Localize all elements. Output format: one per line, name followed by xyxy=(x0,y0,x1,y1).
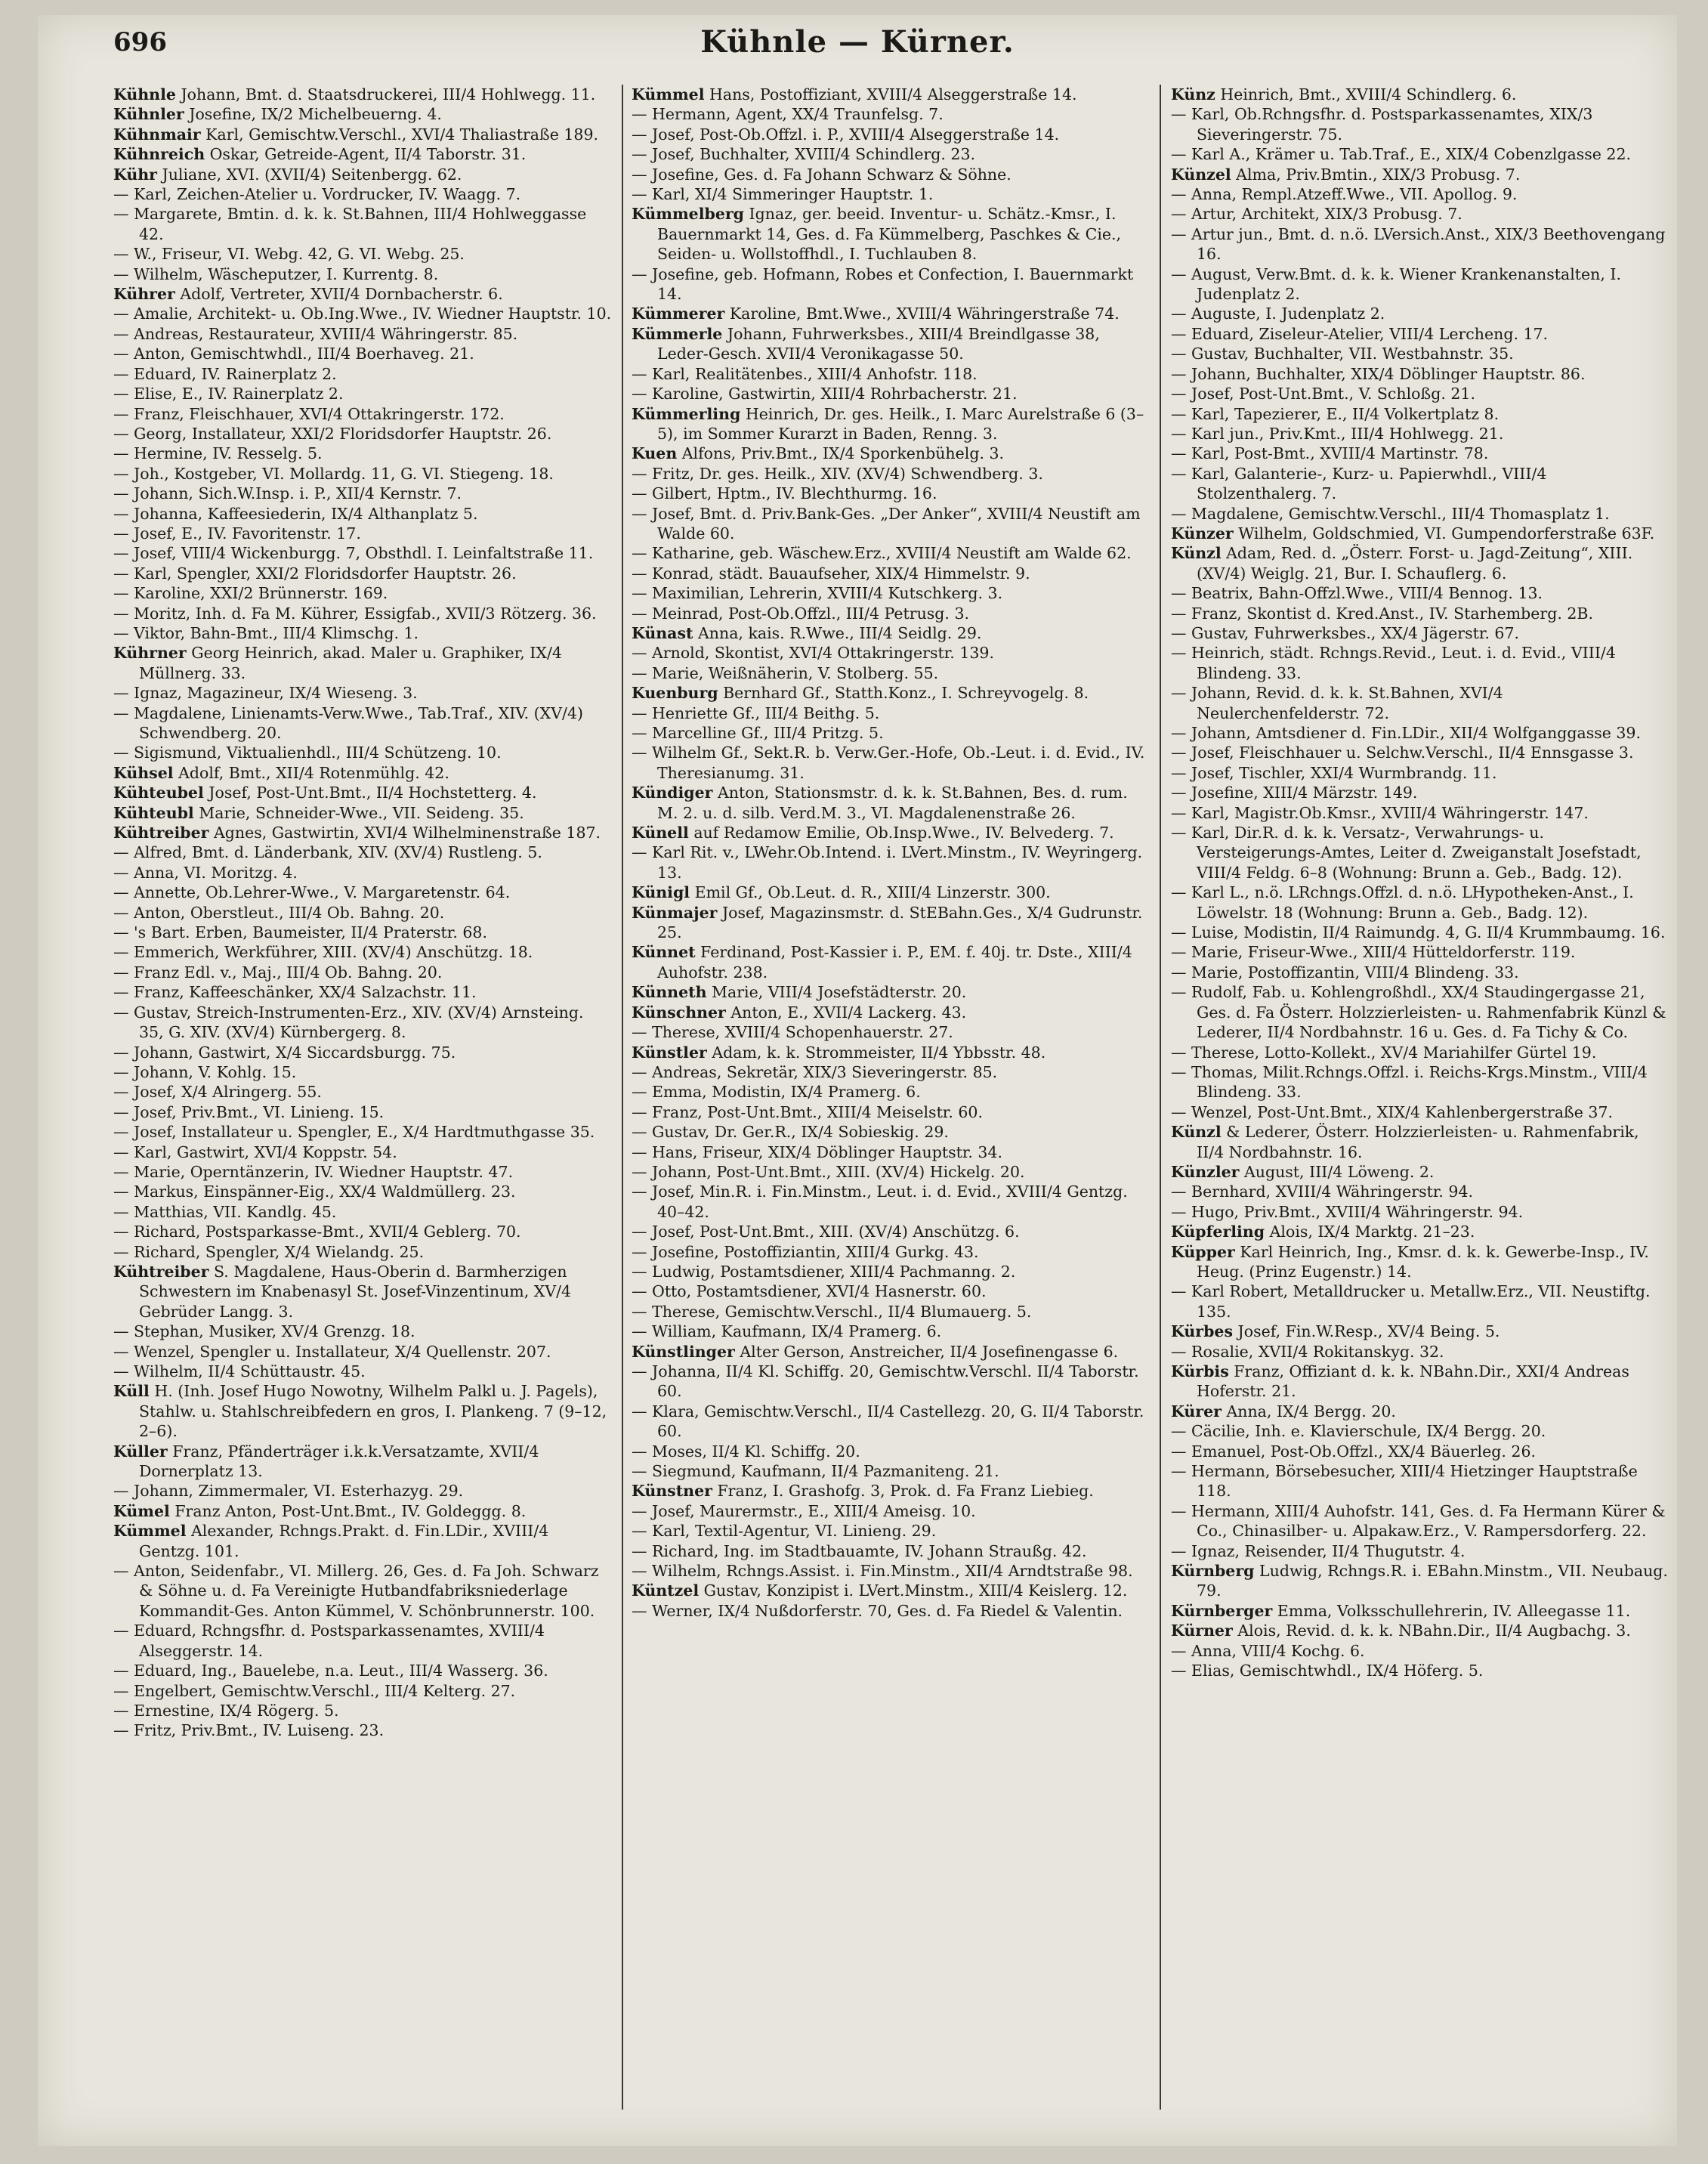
directory-entry: — Anna, Rempl.Atzeff.Wwe., VII. Apollog. 9. xyxy=(1171,185,1518,204)
entry-surname: Künz xyxy=(1171,85,1215,104)
directory-entry: — Johann, Zimmermaler, VI. Esterhazyg. 29. xyxy=(113,1482,464,1501)
directory-entry: — Marie, Postoffizantin, VIII/4 Blindeng. 33. xyxy=(1171,963,1519,982)
directory-entry: Künzl & Lederer, Österr. Holzzierleisten- u. Rahmenfabrik, II/4 Nordbahnstr. 16. xyxy=(1171,1123,1639,1161)
directory-entry: — Magdalene, Gemischtw.Verschl., III/4 Thomasplatz 1. xyxy=(1171,504,1610,523)
directory-entry: — Eduard, IV. Rainerplatz 2. xyxy=(113,364,337,383)
directory-entry: Kühnmair Karl, Gemischtw.Verschl., XVI/4 Thaliastraße 189. xyxy=(113,125,598,144)
directory-entry: — Andreas, Restaurateur, XVIII/4 Währingerstr. 85. xyxy=(113,324,518,343)
entry-surname: Künigl xyxy=(632,883,690,902)
directory-entry: — Karl, Textil-Agentur, VI. Linieng. 29. xyxy=(632,1522,937,1541)
entry-surname: Kühr xyxy=(113,165,157,184)
directory-entry: Kürner Alois, Revid. d. k. k. NBahn.Dir., II/4 Augbachg. 3. xyxy=(1171,1621,1631,1640)
directory-entry: — Beatrix, Bahn-Offzl.Wwe., VIII/4 Bennog. 13. xyxy=(1171,584,1543,603)
directory-entry: — Elise, E., IV. Rainerplatz 2. xyxy=(113,385,344,403)
directory-entry: Kümmerling Heinrich, Dr. ges. Heilk., I. Marc Aurelstraße 6 (3–5), im Sommer Kurarzt in Baden, Renng. 3. xyxy=(632,404,1144,443)
entry-surname: Küpferling xyxy=(1171,1223,1265,1241)
entry-surname: Kuenburg xyxy=(632,684,718,703)
directory-entry: — Georg, Installateur, XXI/2 Floridsdorfer Hauptstr. 26. xyxy=(113,424,552,443)
directory-entry: — Arnold, Skontist, XVI/4 Ottakringerstr. 139. xyxy=(632,644,994,663)
directory-entry: Künzer Wilhelm, Goldschmied, VI. Gumpendorferstraße 63F. xyxy=(1171,524,1655,543)
directory-entry: Kührner Georg Heinrich, akad. Maler u. Graphiker, IX/4 Müllnerg. 33. xyxy=(113,644,562,682)
entry-surname: Künzer xyxy=(1171,524,1234,543)
directory-entry: — Matthias, VII. Kandlg. 45. xyxy=(113,1202,337,1221)
directory-entry: — Josef, Buchhalter, XVIII/4 Schindlerg. 23. xyxy=(632,145,976,164)
entry-surname: Küpper xyxy=(1171,1242,1235,1261)
entry-surname: Kürner xyxy=(1171,1621,1233,1640)
page-title: Kühnle — Kürner. xyxy=(700,24,1015,60)
entry-surname: Kündiger xyxy=(632,784,713,802)
directory-entry: — Wenzel, Post-Unt.Bmt., XIX/4 Kahlenbergerstraße 37. xyxy=(1171,1102,1614,1121)
entry-surname: Kümmerer xyxy=(632,305,725,323)
directory-entry: — Karl, Post-Bmt., XVIII/4 Martinstr. 78. xyxy=(1171,444,1489,463)
directory-entry: — Karl, Spengler, XXI/2 Floridsdorfer Hauptstr. 26. xyxy=(113,564,517,583)
directory-entry: — Alfred, Bmt. d. Länderbank, XIV. (XV/4) Rustleng. 5. xyxy=(113,843,542,862)
entry-surname: Kühtreiber xyxy=(113,824,209,842)
entry-surname: Kümmel xyxy=(632,85,705,104)
directory-entry: Küpper Karl Heinrich, Ing., Kmsr. d. k. k. Gewerbe-Insp., IV. Heug. (Prinz Eugenstr.) 14. xyxy=(1171,1242,1649,1281)
directory-entry: Künzel Alma, Priv.Bmtin., XIX/3 Probusg. 7. xyxy=(1171,165,1521,184)
entry-surname: Kürbes xyxy=(1171,1322,1233,1341)
directory-entry: Kümmelberg Ignaz, ger. beeid. Inventur- u. Schätz.-Kmsr., I. Bauernmarkt 14, Ges. d. Fa Kümmelberg, Paschkes & Cie., Seiden- u. Wollstoffhdl., I. Tuchlauben 8. xyxy=(632,205,1122,264)
directory-entry: — Engelbert, Gemischtw.Verschl., III/4 Kelterg. 27. xyxy=(113,1681,516,1700)
entry-surname: Künzler xyxy=(1171,1162,1240,1181)
directory-entry: Künzl Adam, Red. d. „Österr. Forst- u. Jagd-Zeitung“, XIII. (XV/4) Weiglg. 21, Bur. I. Schauflerg. 6. xyxy=(1171,544,1633,583)
directory-entry: — Anton, Oberstleut., III/4 Ob. Bahng. 20. xyxy=(113,903,445,922)
entry-surname: Kühnle xyxy=(113,85,176,104)
directory-entry: Küntzel Gustav, Konzipist i. LVert.Minstm., XIII/4 Keislerg. 12. xyxy=(632,1581,1128,1600)
directory-entry: — Anna, VIII/4 Kochg. 6. xyxy=(1171,1641,1365,1660)
directory-entry: — Wilhelm, II/4 Schüttaustr. 45. xyxy=(113,1362,366,1380)
directory-entry: — Moritz, Inh. d. Fa M. Kührer, Essigfab., XVII/3 Rötzerg. 36. xyxy=(113,604,597,623)
entry-surname: Kümmel xyxy=(113,1522,187,1541)
directory-entry: — Ignaz, Reisender, II/4 Thugutstr. 4. xyxy=(1171,1541,1466,1560)
directory-entry: — Karl, Dir.R. d. k. k. Versatz-, Verwahrungs- u. Versteigerungs-Amtes, Leiter d. Zweiganstalt Josefstadt, VIII/4 Feldg. 6–8 (Wohnung: Brunn a. Geb., Badg. 12). xyxy=(1171,824,1642,882)
directory-entry: — Josef, VIII/4 Wickenburgg. 7, Obsthdl. I. Leinfaltstraße 11. xyxy=(113,544,594,563)
directory-entry: Kühnle Johann, Bmt. d. Staatsdruckerei, III/4 Hohlwegg. 11. xyxy=(113,85,596,104)
directory-entry: — Johann, Sich.W.Insp. i. P., XII/4 Kernstr. 7. xyxy=(113,484,462,503)
directory-entry: — Emma, Modistin, IX/4 Pramerg. 6. xyxy=(632,1083,921,1102)
directory-entry: Kühtreiber Agnes, Gastwirtin, XVI/4 Wilhelminenstraße 187. xyxy=(113,824,601,842)
directory-entry: Kühr Juliane, XVI. (XVII/4) Seitenbergg. 62. xyxy=(113,165,462,184)
entry-surname: Kürnberger xyxy=(1171,1601,1273,1620)
entry-surname: Kühtreiber xyxy=(113,1262,209,1281)
entry-surname: Kümmerle xyxy=(632,324,723,343)
directory-entry: — Richard, Spengler, X/4 Wielandg. 25. xyxy=(113,1242,425,1261)
directory-entry: — Josef, Maurermstr., E., XIII/4 Ameisg. 10. xyxy=(632,1501,976,1520)
directory-entry: Kühsel Adolf, Bmt., XII/4 Rotenmühlg. 42. xyxy=(113,763,449,782)
entry-surname: Künmajer xyxy=(632,903,718,922)
directory-entry: — Fritz, Priv.Bmt., IV. Luiseng. 23. xyxy=(113,1721,385,1740)
directory-entry: Kühnreich Oskar, Getreide-Agent, II/4 Taborstr. 31. xyxy=(113,145,527,164)
page-number: 696 xyxy=(113,27,167,57)
directory-entry: — Meinrad, Post-Ob.Offzl., III/4 Petrusg. 3. xyxy=(632,604,970,623)
directory-entry: — Josefine, XIII/4 Märzstr. 149. xyxy=(1171,784,1418,802)
directory-entry: Künmajer Josef, Magazinsmstr. d. StEBahn.Ges., X/4 Gudrunstr. 25. xyxy=(632,903,1143,942)
entry-surname: Künzel xyxy=(1171,165,1231,184)
directory-entry: — Otto, Postamtsdiener, XVI/4 Hasnerstr. 60. xyxy=(632,1282,987,1301)
directory-entry: Kümmel Hans, Postoffiziant, XVIII/4 Alseggerstraße 14. xyxy=(632,85,1077,104)
directory-entry: Kührer Adolf, Vertreter, XVII/4 Dornbacherstr. 6. xyxy=(113,285,503,304)
entry-surname: Kuen xyxy=(632,444,678,463)
directory-entry: — Amalie, Architekt- u. Ob.Ing.Wwe., IV. Wiedner Hauptstr. 10. xyxy=(113,305,612,323)
directory-entry: — Emanuel, Post-Ob.Offzl., XX/4 Bäuerleg. 26. xyxy=(1171,1442,1537,1461)
directory-entry: — Artur, Architekt, XIX/3 Probusg. 7. xyxy=(1171,205,1462,224)
directory-entry: — Hans, Friseur, XIX/4 Döblinger Hauptstr. 34. xyxy=(632,1142,1003,1161)
directory-entry: — Eduard, Ing., Bauelebe, n.a. Leut., III/4 Wasserg. 36. xyxy=(113,1662,548,1680)
directory-entry: Kürbes Josef, Fin.W.Resp., XV/4 Being. 5. xyxy=(1171,1322,1500,1341)
column-1 xyxy=(113,85,612,2125)
directory-entry: Künschner Anton, E., XVII/4 Lackerg. 43. xyxy=(632,1003,967,1022)
directory-entry: — Hermann, Agent, XX/4 Traunfelsg. 7. xyxy=(632,105,944,124)
entry-surname: Künneth xyxy=(632,983,707,1002)
directory-entry: Kümmel Alexander, Rchngs.Prakt. d. Fin.LDir., XVIII/4 Gentzg. 101. xyxy=(113,1522,549,1560)
directory-entry: — Anton, Gemischtwhdl., III/4 Boerhaveg. 21. xyxy=(113,345,474,363)
directory-entry: Kürbis Franz, Offiziant d. k. k. NBahn.Dir., XXI/4 Andreas Hoferstr. 21. xyxy=(1171,1362,1629,1401)
directory-entry: Kühtreiber S. Magdalene, Haus-Oberin d. Barmherzigen Schwestern im Knabenasyl St. Josef-Vinzentinum, XV/4 Gebrüder Langg. 3. xyxy=(113,1262,572,1321)
directory-entry: — Josefine, Ges. d. Fa Johann Schwarz & Söhne. xyxy=(632,165,1012,184)
directory-entry: Küll H. (Inh. Josef Hugo Nowotny, Wilhelm Palkl u. J. Pagels), Stahlw. u. Stahlschreibfedern en gros, I. Plankeng. 7 (9–12, 2–6). xyxy=(113,1382,607,1441)
directory-entry: — Franz Edl. v., Maj., III/4 Ob. Bahng. 20. xyxy=(113,963,443,982)
directory-entry: — Therese, Gemischtw.Verschl., II/4 Blumauerg. 5. xyxy=(632,1302,1032,1321)
entry-surname: Kühnmair xyxy=(113,125,201,144)
directory-entry: — Johann, V. Kohlg. 15. xyxy=(113,1062,297,1081)
column-3 xyxy=(1171,85,1669,2125)
directory-entry: — Johann, Gastwirt, X/4 Siccardsburgg. 75. xyxy=(113,1043,456,1062)
directory-entry: — Josef, Post-Unt.Bmt., XIII. (XV/4) Anschützg. 6. xyxy=(632,1223,1020,1241)
directory-entry: — Konrad, städt. Bauaufseher, XIX/4 Himmelstr. 9. xyxy=(632,564,1030,583)
entry-surname: Künnet xyxy=(632,943,696,962)
directory-entry: Kuen Alfons, Priv.Bmt., IX/4 Sporkenbühelg. 3. xyxy=(632,444,1005,463)
directory-entry: — Siegmund, Kaufmann, II/4 Pazmaniteng. 21. xyxy=(632,1462,999,1481)
directory-entry: — Marie, Friseur-Wwe., XIII/4 Hütteldorferstr. 119. xyxy=(1171,943,1576,962)
directory-entry: — Karl, Galanterie-, Kurz- u. Papierwhdl., VIII/4 Stolzenthalerg. 7. xyxy=(1171,464,1547,503)
directory-entry: — Wilhelm, Wäscheputzer, I. Kurrentg. 8. xyxy=(113,264,439,283)
directory-entry: — Johann, Buchhalter, XIX/4 Döblinger Hauptstr. 86. xyxy=(1171,364,1586,383)
directory-entry: — Stephan, Musiker, XV/4 Grenzg. 18. xyxy=(113,1322,415,1341)
directory-entry: — Henriette Gf., III/4 Beithg. 5. xyxy=(632,703,880,722)
directory-entry: — Bernhard, XVIII/4 Währingerstr. 94. xyxy=(1171,1182,1474,1201)
directory-entry: Künell auf Redamow Emilie, Ob.Insp.Wwe., IV. Belvederg. 7. xyxy=(632,824,1114,842)
directory-entry: Küller Franz, Pfänderträger i.k.k.Versatzamte, XVII/4 Dornerplatz 13. xyxy=(113,1442,539,1481)
directory-entry: — Klara, Gemischtw.Verschl., II/4 Castellezg. 20, G. II/4 Taborstr. 60. xyxy=(632,1402,1144,1441)
directory-entry: Künnet Ferdinand, Post-Kassier i. P., EM. f. 40j. tr. Dste., XIII/4 Auhofstr. 238. xyxy=(632,943,1132,982)
directory-entry: — Johanna, Kaffeesiederin, IX/4 Althanplatz 5. xyxy=(113,504,478,523)
directory-entry: — Karl, Tapezierer, E., II/4 Volkertplatz 8. xyxy=(1171,404,1500,423)
directory-entry: — Fritz, Dr. ges. Heilk., XIV. (XV/4) Schwendberg. 3. xyxy=(632,464,1043,483)
directory-entry: — Anton, Seidenfabr., VI. Millerg. 26, Ges. d. Fa Joh. Schwarz & Söhne u. d. Fa Vereinigte Hutbandfabriksniederlage Kommandit-Ges. Anton Kümmel, V. Schönbrunnerstr. 100. xyxy=(113,1562,599,1620)
directory-entry: — Gustav, Buchhalter, VII. Westbahnstr. 35. xyxy=(1171,345,1514,363)
entry-surname: Künschner xyxy=(632,1003,726,1022)
directory-entry: — Gustav, Dr. Ger.R., IX/4 Sobieskig. 29. xyxy=(632,1123,949,1142)
directory-entry: — Anna, VI. Moritzg. 4. xyxy=(113,863,298,882)
directory-entry: — Annette, Ob.Lehrer-Wwe., V. Margaretenstr. 64. xyxy=(113,883,511,902)
directory-entry: — Josef, Tischler, XXI/4 Wurmbrandg. 11. xyxy=(1171,763,1497,782)
directory-entry: — Andreas, Sekretär, XIX/3 Sieveringerstr. 85. xyxy=(632,1062,998,1081)
directory-entry: — Karl, Ob.Rchngsfhr. d. Postsparkassenamtes, XIX/3 Sieveringerstr. 75. xyxy=(1171,105,1593,144)
directory-entry: — Rosalie, XVII/4 Rokitanskyg. 32. xyxy=(1171,1342,1444,1361)
directory-entry: — Johann, Post-Unt.Bmt., XIII. (XV/4) Hickelg. 20. xyxy=(632,1162,1025,1181)
directory-entry: — Wenzel, Spengler u. Installateur, X/4 Quellenstr. 207. xyxy=(113,1342,551,1361)
directory-entry: — William, Kaufmann, IX/4 Pramerg. 6. xyxy=(632,1322,942,1341)
directory-entry: — Marcelline Gf., III/4 Pritzg. 5. xyxy=(632,724,884,742)
directory-entry: — Maximilian, Lehrerin, XVIII/4 Kutschkerg. 3. xyxy=(632,584,1003,603)
directory-entry: — Margarete, Bmtin. d. k. k. St.Bahnen, III/4 Hohlweggasse 42. xyxy=(113,205,587,243)
directory-entry: — Hermann, XIII/4 Auhofstr. 141, Ges. d. Fa Hermann Kürer & Co., Chinasilber- u. Alpakaw.Erz., V. Rampersdorferg. 22. xyxy=(1171,1501,1666,1541)
directory-entry: — Luise, Modistin, II/4 Raimundg. 4, G. II/4 Krummbaumg. 16. xyxy=(1171,923,1666,942)
entry-surname: Küll xyxy=(113,1382,150,1401)
directory-entry: Kürer Anna, IX/4 Bergg. 20. xyxy=(1171,1402,1396,1421)
directory-entry: — Gustav, Fuhrwerksbes., XX/4 Jägerstr. 67. xyxy=(1171,623,1520,642)
directory-entry: — Josef, Fleischhauer u. Selchw.Verschl., II/4 Ennsgasse 3. xyxy=(1171,743,1634,762)
directory-entry: — W., Friseur, VI. Webg. 42, G. VI. Webg. 25. xyxy=(113,245,465,264)
directory-entry: — Therese, Lotto-Kollekt., XV/4 Mariahilfer Gürtel 19. xyxy=(1171,1043,1597,1062)
entry-surname: Kürbis xyxy=(1171,1362,1229,1380)
directory-entry: Kürnberg Ludwig, Rchngs.R. i. EBahn.Minstm., VII. Neubaug. 79. xyxy=(1171,1562,1668,1600)
directory-entry: — Franz, Skontist d. Kred.Anst., IV. Starhemberg. 2B. xyxy=(1171,604,1593,623)
directory-entry: — Richard, Postsparkasse-Bmt., XVII/4 Geblerg. 70. xyxy=(113,1223,521,1241)
directory-entry: — Eduard, Ziseleur-Atelier, VIII/4 Lercheng. 17. xyxy=(1171,324,1549,343)
directory-entry: — Hermine, IV. Resselg. 5. xyxy=(113,444,323,463)
entry-surname: Kührner xyxy=(113,644,187,663)
directory-entry: — Franz, Kaffeeschänker, XX/4 Salzachstr. 11. xyxy=(113,983,477,1002)
directory-entry: — Josef, E., IV. Favoritenstr. 17. xyxy=(113,524,361,543)
directory-entry: — Viktor, Bahn-Bmt., III/4 Klimschg. 1. xyxy=(113,623,419,642)
entry-surname: Künstlinger xyxy=(632,1342,735,1361)
directory-entry: — Magdalene, Linienamts-Verw.Wwe., Tab.Traf., XIV. (XV/4) Schwendberg. 20. xyxy=(113,703,583,742)
entry-surname: Küller xyxy=(113,1442,168,1461)
directory-entry: Künigl Emil Gf., Ob.Leut. d. R., XIII/4 Linzerstr. 300. xyxy=(632,883,1051,902)
directory-entry: — Johann, Revid. d. k. k. St.Bahnen, XVI/4 Neulerchenfelderstr. 72. xyxy=(1171,684,1503,722)
directory-entry: Kürnberger Emma, Volksschullehrerin, IV. Alleegasse 11. xyxy=(1171,1601,1631,1620)
directory-entry: — Eduard, Rchngsfhr. d. Postsparkassenamtes, XVIII/4 Alseggerstr. 14. xyxy=(113,1621,545,1660)
directory-page xyxy=(38,15,1677,2146)
directory-entry: — Karl, Gastwirt, XVI/4 Koppstr. 54. xyxy=(113,1142,397,1161)
directory-entry: — Josef, Installateur u. Spengler, E., X/4 Hardtmuthgasse 35. xyxy=(113,1123,595,1142)
directory-entry: Kühteubel Josef, Post-Unt.Bmt., II/4 Hochstetterg. 4. xyxy=(113,784,537,802)
directory-entry: — Rudolf, Fab. u. Kohlengroßhdl., XX/4 Staudingergasse 21, Ges. d. Fa Österr. Holzzierleisten- u. Rahmenfabrik Künzl & Lederer, II/4 Nordbahnstr. 16 u. Ges. d. Fa Tichy & Co. xyxy=(1171,983,1666,1042)
directory-entry: — Josef, Post-Unt.Bmt., V. Schloßg. 21. xyxy=(1171,385,1475,403)
directory-entry: — 's Bart. Erben, Baumeister, II/4 Praterstr. 68. xyxy=(113,923,487,942)
directory-entry: — Josefine, Postoffiziantin, XIII/4 Gurkg. 43. xyxy=(632,1242,979,1261)
directory-entry: Künneth Marie, VIII/4 Josefstädterstr. 20. xyxy=(632,983,967,1002)
directory-entry: — Thomas, Milit.Rchngs.Offzl. i. Reichs-Krgs.Minstm., VIII/4 Blindeng. 33. xyxy=(1171,1062,1648,1102)
directory-entry: Kümel Franz Anton, Post-Unt.Bmt., IV. Goldeggg. 8. xyxy=(113,1501,527,1520)
directory-entry: — Ludwig, Postamtsdiener, XIII/4 Pachmanng. 2. xyxy=(632,1262,1016,1281)
directory-entry: — Artur jun., Bmt. d. n.ö. LVersich.Anst., XIX/3 Beethovengang 16. xyxy=(1171,224,1666,264)
directory-entry: — Josefine, geb. Hofmann, Robes et Confection, I. Bauernmarkt 14. xyxy=(632,264,1134,304)
directory-entry: — Hermann, Börsebesucher, XIII/4 Hietzinger Hauptstraße 118. xyxy=(1171,1462,1638,1501)
directory-entry: — August, Verw.Bmt. d. k. k. Wiener Krankenanstalten, I. Judenplatz 2. xyxy=(1171,264,1621,304)
directory-entry: — Ernestine, IX/4 Rögerg. 5. xyxy=(113,1701,339,1720)
directory-entry: — Josef, X/4 Alringerg. 55. xyxy=(113,1083,322,1102)
entry-surname: Kühnreich xyxy=(113,145,205,164)
directory-entry: — Werner, IX/4 Nußdorferstr. 70, Ges. d. Fa Riedel & Valentin. xyxy=(632,1601,1123,1620)
directory-entry: — Karoline, Gastwirtin, XIII/4 Rohrbacherstr. 21. xyxy=(632,385,1018,403)
entry-surname: Künstler xyxy=(632,1043,707,1062)
directory-entry: — Gilbert, Hptm., IV. Blechthurmg. 16. xyxy=(632,484,937,503)
page-header xyxy=(38,20,1677,65)
column-2 xyxy=(632,85,1149,2125)
directory-entry: Kühteubl Marie, Schneider-Wwe., VII. Seideng. 35. xyxy=(113,803,524,822)
directory-entry: — Hugo, Priv.Bmt., XVIII/4 Währingerstr. 94. xyxy=(1171,1202,1524,1221)
entry-surname: Kürnberg xyxy=(1171,1562,1255,1581)
directory-entry: — Karl, Zeichen-Atelier u. Vordrucker, IV. Waagg. 7. xyxy=(113,185,521,204)
directory-entry: Kuenburg Bernhard Gf., Statth.Konz., I. Schreyvogelg. 8. xyxy=(632,684,1089,703)
directory-entry: — Therese, XVIII/4 Schopenhauerstr. 27. xyxy=(632,1023,953,1042)
directory-entry: Künstlinger Alter Gerson, Anstreicher, II/4 Josefinengasse 6. xyxy=(632,1342,1119,1361)
directory-entry: Künast Anna, kais. R.Wwe., III/4 Seidlg. 29. xyxy=(632,623,982,642)
entry-surname: Kühteubel xyxy=(113,784,204,802)
directory-entry: — Karl, Magistr.Ob.Kmsr., XVIII/4 Währingerstr. 147. xyxy=(1171,803,1589,822)
directory-entry: — Karl L., n.ö. LRchngs.Offzl. d. n.ö. LHypotheken-Anst., I. Löwelstr. 18 (Wohnung: Brunn a. Geb., Badg. 12). xyxy=(1171,883,1634,922)
entry-surname: Kümmelberg xyxy=(632,205,744,224)
directory-entry: — Emmerich, Werkführer, XIII. (XV/4) Anschützg. 18. xyxy=(113,943,533,962)
directory-entry: — Heinrich, städt. Rchngs.Revid., Leut. i. d. Evid., VIII/4 Blindeng. 33. xyxy=(1171,644,1616,682)
directory-entry: — Auguste, I. Judenplatz 2. xyxy=(1171,305,1385,323)
column-divider xyxy=(622,85,623,2110)
directory-entry: — Wilhelm, Rchngs.Assist. i. Fin.Minstm., XII/4 Arndtstraße 98. xyxy=(632,1562,1133,1581)
directory-entry: — Karl A., Krämer u. Tab.Traf., E., XIX/4 Cobenzlgasse 22. xyxy=(1171,145,1632,164)
directory-entry: Kühnler Josefine, IX/2 Michelbeuerng. 4. xyxy=(113,105,442,124)
directory-entry: — Ignaz, Magazineur, IX/4 Wieseng. 3. xyxy=(113,684,418,703)
directory-entry: — Karl, XI/4 Simmeringer Hauptstr. 1. xyxy=(632,185,934,204)
directory-entry: Kündiger Anton, Stationsmstr. d. k. k. St.Bahnen, Bes. d. rum. M. 2. u. d. silb. Verd.M. 3., VI. Magdalenenstraße 26. xyxy=(632,784,1128,822)
directory-entry: Kümmerle Johann, Fuhrwerksbes., XIII/4 Breindlgasse 38, Leder-Gesch. XVII/4 Veronikagasse 50. xyxy=(632,324,1100,363)
directory-entry: — Joh., Kostgeber, VI. Mollardg. 11, G. VI. Stiegeng. 18. xyxy=(113,464,554,483)
directory-entry: — Josef, Bmt. d. Priv.Bank-Ges. „Der Anker“, XVIII/4 Neustift am Walde 60. xyxy=(632,504,1141,543)
directory-entry: — Josef, Min.R. i. Fin.Minstm., Leut. i. d. Evid., XVIII/4 Gentzg. 40–42. xyxy=(632,1182,1128,1221)
directory-entry: — Josef, Post-Ob.Offzl. i. P., XVIII/4 Alseggerstraße 14. xyxy=(632,125,1060,144)
directory-entry: — Gustav, Streich-Instrumenten-Erz., XIV. (XV/4) Arnsteing. 35, G. XIV. (XV/4) Kürnbergerg. 8. xyxy=(113,1003,584,1042)
directory-entry: — Elias, Gemischtwhdl., IX/4 Höferg. 5. xyxy=(1171,1662,1484,1680)
directory-entry: — Karoline, XXI/2 Brünnerstr. 169. xyxy=(113,584,388,603)
directory-entry: — Josef, Priv.Bmt., VI. Linieng. 15. xyxy=(113,1102,385,1121)
entry-surname: Künzl xyxy=(1171,1123,1222,1142)
entry-surname: Küntzel xyxy=(632,1581,700,1600)
entry-surname: Kümmerling xyxy=(632,404,741,423)
directory-entry: — Richard, Ing. im Stadtbauamte, IV. Johann Straußg. 42. xyxy=(632,1541,1087,1560)
directory-entry: — Franz, Fleischhauer, XVI/4 Ottakringerstr. 172. xyxy=(113,404,505,423)
entry-surname: Künast xyxy=(632,623,693,642)
directory-entry: — Johanna, II/4 Kl. Schiffg. 20, Gemischtw.Verschl. II/4 Taborstr. 60. xyxy=(632,1362,1139,1401)
entry-surname: Kühnler xyxy=(113,105,184,124)
directory-entry: — Franz, Post-Unt.Bmt., XIII/4 Meiselstr. 60. xyxy=(632,1102,983,1121)
directory-entry: — Johann, Amtsdiener d. Fin.LDir., XII/4 Wolfganggasse 39. xyxy=(1171,724,1641,742)
directory-entry: — Marie, Operntänzerin, IV. Wiedner Hauptstr. 47. xyxy=(113,1162,514,1181)
directory-entry: Kümmerer Karoline, Bmt.Wwe., XVIII/4 Währingerstraße 74. xyxy=(632,305,1120,323)
directory-entry: Künstner Franz, I. Grashofg. 3, Prok. d. Fa Franz Liebieg. xyxy=(632,1482,1094,1501)
entry-surname: Kührer xyxy=(113,285,175,304)
entry-surname: Kühteubl xyxy=(113,803,194,822)
directory-entry: — Wilhelm Gf., Sekt.R. b. Verw.Ger.-Hofe, Ob.-Leut. i. d. Evid., IV. Theresianumg. 31. xyxy=(632,743,1145,782)
directory-entry: — Markus, Einspänner-Eig., XX/4 Waldmüllerg. 23. xyxy=(113,1182,516,1201)
directory-entry: Künz Heinrich, Bmt., XVIII/4 Schindlerg. 6. xyxy=(1171,85,1517,104)
entry-surname: Künstner xyxy=(632,1482,712,1501)
directory-entry: Künzler August, III/4 Löweng. 2. xyxy=(1171,1162,1435,1181)
directory-entry: — Katharine, geb. Wäschew.Erz., XVIII/4 Neustift am Walde 62. xyxy=(632,544,1132,563)
entry-surname: Kühsel xyxy=(113,763,174,782)
directory-entry: — Sigismund, Viktualienhdl., III/4 Schützeng. 10. xyxy=(113,743,502,762)
entry-surname: Künzl xyxy=(1171,544,1222,563)
column-divider xyxy=(1160,85,1161,2110)
entry-surname: Kürer xyxy=(1171,1402,1222,1421)
directory-entry: — Moses, II/4 Kl. Schiffg. 20. xyxy=(632,1442,860,1461)
directory-entry: Künstler Adam, k. k. Strommeister, II/4 Ybbsstr. 48. xyxy=(632,1043,1046,1062)
directory-entry: — Karl, Realitätenbes., XIII/4 Anhofstr. 118. xyxy=(632,364,978,383)
directory-entry: Küpferling Alois, IX/4 Marktg. 21–23. xyxy=(1171,1223,1475,1241)
directory-entry: — Marie, Weißnäherin, V. Stolberg. 55. xyxy=(632,663,939,682)
entry-surname: Künell xyxy=(632,824,689,842)
directory-entry: — Karl Rit. v., LWehr.Ob.Intend. i. LVert.Minstm., IV. Weyringerg. 13. xyxy=(632,843,1143,882)
directory-entry: — Karl jun., Priv.Kmt., III/4 Hohlwegg. 21. xyxy=(1171,424,1504,443)
entry-surname: Kümel xyxy=(113,1501,170,1520)
directory-entry: — Cäcilie, Inh. e. Klavierschule, IX/4 Bergg. 20. xyxy=(1171,1422,1546,1441)
directory-entry: — Karl Robert, Metalldrucker u. Metallw.Erz., VII. Neustiftg. 135. xyxy=(1171,1282,1651,1321)
